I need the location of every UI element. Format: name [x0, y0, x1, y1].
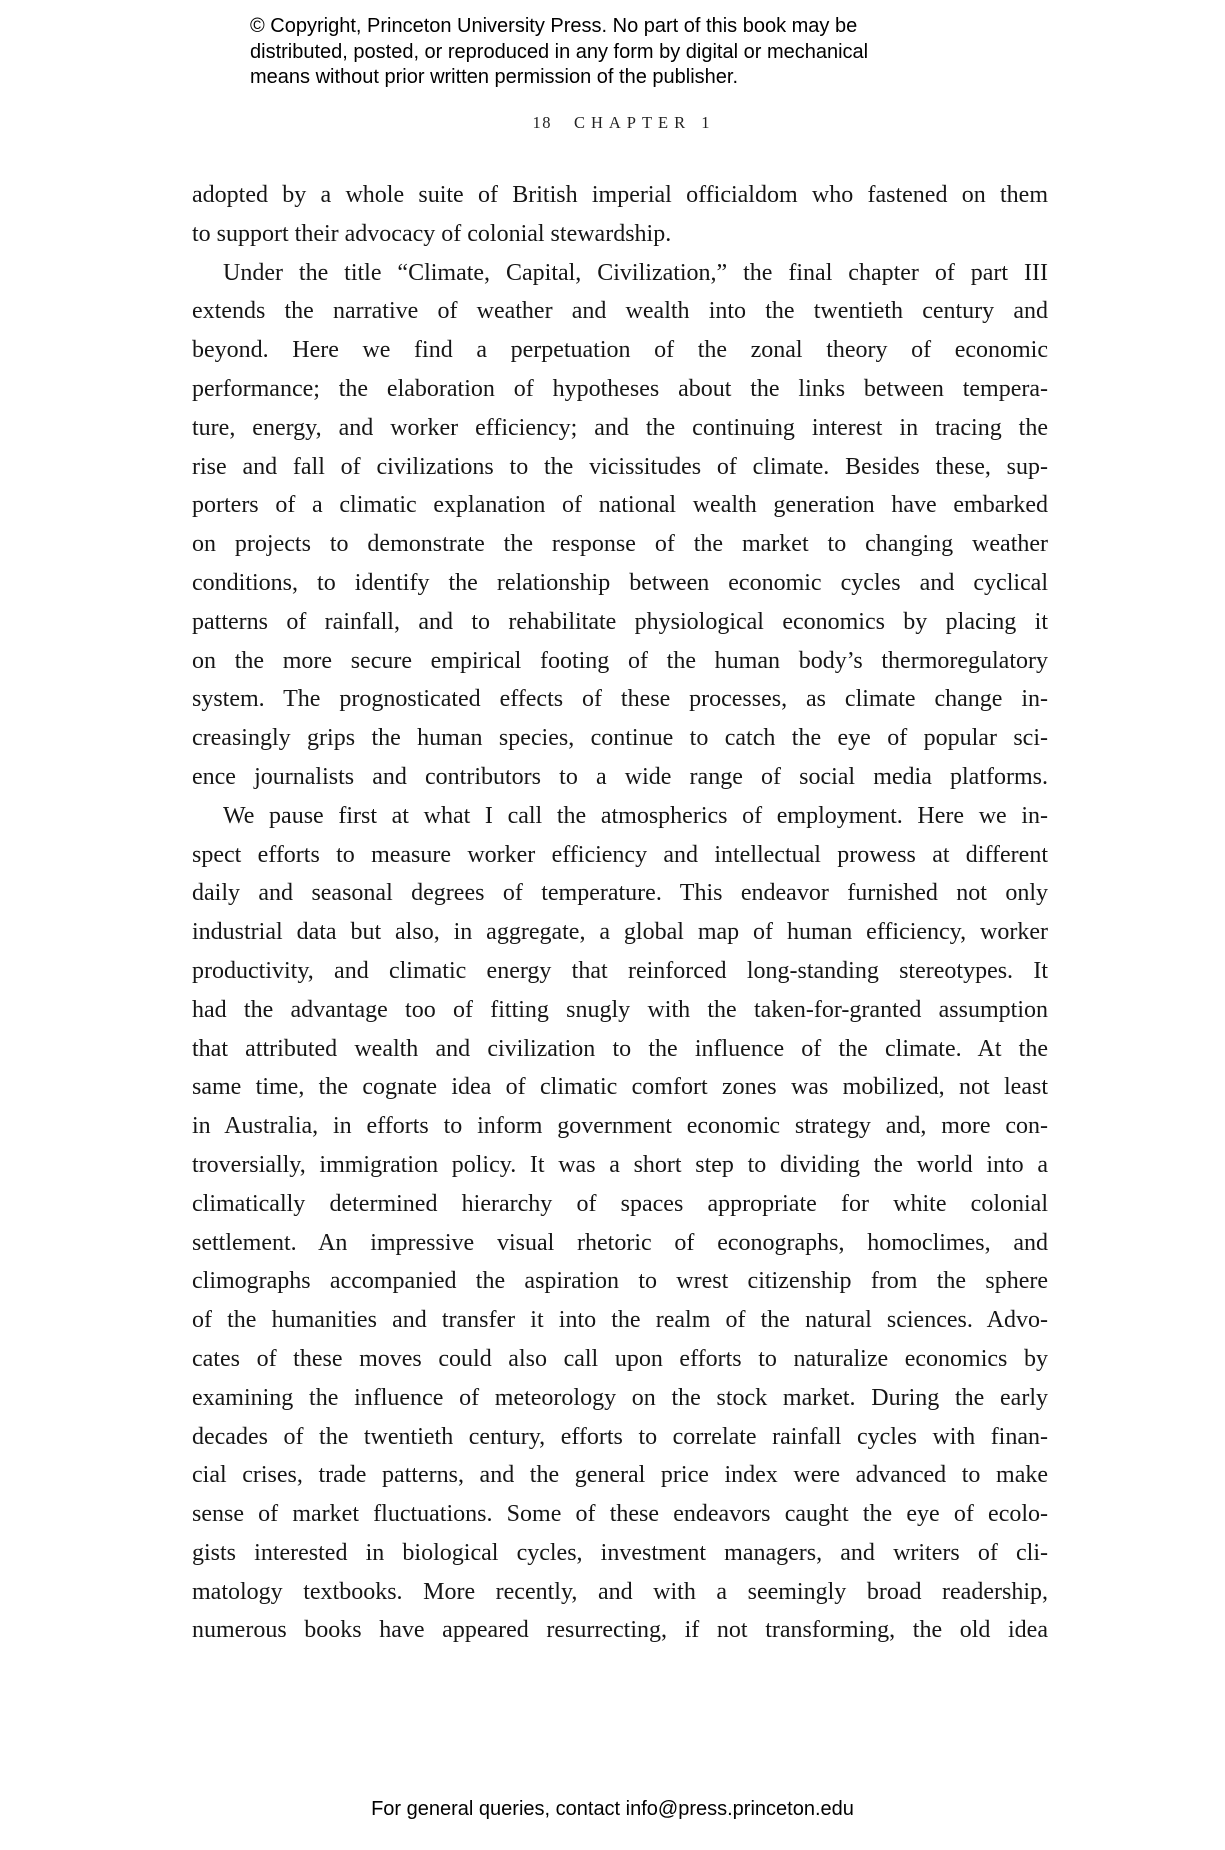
footer-contact-text: For general queries, contact info@press.princeton.edu: [371, 1798, 854, 1820]
chapter-label: CHAPTER 1: [573, 113, 716, 132]
body-line: to support their advocacy of colonial stewardship.: [192, 220, 672, 247]
body-line: beyond. Here we find a perpetuation of the zonal theory of economic: [192, 337, 1048, 364]
copyright-notice: [250, 14, 1010, 91]
body-line: matology textbooks. More recently, and with a seemingly broad readership,: [192, 1578, 1048, 1605]
body-line: climographs accompanied the aspiration to wrest citizenship from the sphere: [192, 1268, 1048, 1295]
body-line: ture, energy, and worker efficiency; and the continuing interest in tracing the: [192, 414, 1048, 441]
body-line: industrial data but also, in aggregate, a global map of human efficiency, worker: [192, 919, 1048, 946]
body-line: daily and seasonal degrees of temperature. This endeavor furnished not only: [192, 880, 1048, 907]
body-line: of the humanities and transfer it into the realm of the natural sciences. Advo-: [192, 1307, 1048, 1334]
body-line: cial crises, trade patterns, and the general price index were advanced to make: [192, 1462, 1048, 1489]
body-line: cates of these moves could also call upon efforts to naturalize economics by: [192, 1345, 1048, 1372]
body-line: system. The prognosticated effects of these processes, as climate change in-: [192, 686, 1048, 713]
paragraph: [192, 254, 1048, 797]
paragraph: [192, 797, 1048, 1651]
body-line: extends the narrative of weather and wealth into the twentieth century and: [192, 298, 1048, 325]
body-line: sense of market fluctuations. Some of these endeavors caught the eye of ecolo-: [192, 1501, 1048, 1528]
body-line: We pause first at what I call the atmospherics of employment. Here we in-: [223, 802, 1048, 829]
body-line: performance; the elaboration of hypotheses about the links between tempera-: [192, 375, 1048, 402]
body-line: productivity, and climatic energy that reinforced long-standing stereotypes. It: [192, 957, 1048, 984]
body-line: porters of a climatic explanation of national wealth generation have embarked: [192, 492, 1048, 519]
body-line: rise and fall of civilizations to the vicissitudes of climate. Besides these, sup-: [192, 453, 1048, 480]
body-line: same time, the cognate idea of climatic comfort zones was mobilized, not least: [192, 1074, 1048, 1101]
page-number: 18: [532, 113, 552, 132]
body-line: on the more secure empirical footing of the human body’s thermoregulatory: [192, 647, 1048, 674]
body-line: patterns of rainfall, and to rehabilitate physiological economics by placing it: [192, 608, 1048, 635]
body-line: had the advantage too of fitting snugly with the taken-for-granted assumption: [192, 996, 1048, 1023]
running-head: [192, 113, 1056, 133]
body-line: spect efforts to measure worker efficiency and intellectual prowess at different: [192, 841, 1048, 868]
body-line: adopted by a whole suite of British imperial officialdom who fastened on them: [192, 182, 1048, 208]
body-line: conditions, to identify the relationship between economic cycles and cyclical: [192, 569, 1048, 596]
body-line: ence journalists and contributors to a wide range of social media platforms.: [192, 763, 1048, 790]
body-line: examining the influence of meteorology on the stock market. During the early: [192, 1384, 1048, 1411]
body-line: numerous books have appeared resurrecting, if not transforming, the old idea: [192, 1617, 1048, 1644]
copyright-line: distributed, posted, or reproduced in any form by digital or mechanical: [250, 40, 869, 63]
body-line: settlement. An impressive visual rhetoric of econographs, homoclimes, and: [192, 1229, 1048, 1256]
body-line: Under the title “Climate, Capital, Civilization,” the final chapter of part III: [223, 259, 1048, 286]
body-line: creasingly grips the human species, continue to catch the eye of popular sci-: [192, 725, 1048, 752]
copyright-line: © Copyright, Princeton University Press. No part of this book may be: [250, 15, 858, 37]
body-line: decades of the twentieth century, efforts to correlate rainfall cycles with finan-: [192, 1423, 1048, 1450]
body-text: [192, 176, 1048, 1650]
body-line: that attributed wealth and civilization to the influence of the climate. At the: [192, 1035, 1048, 1062]
paragraph: [192, 176, 1048, 254]
body-line: climatically determined hierarchy of spaces appropriate for white colonial: [192, 1190, 1048, 1217]
body-line: on projects to demonstrate the response of the market to changing weather: [192, 531, 1048, 558]
body-line: troversially, immigration policy. It was a short step to dividing the world into a: [192, 1151, 1048, 1178]
body-line: in Australia, in efforts to inform government economic strategy and, more con-: [192, 1113, 1048, 1140]
copyright-line: means without prior written permission of the publisher.: [250, 66, 739, 88]
body-line: gists interested in biological cycles, investment managers, and writers of cli-: [192, 1539, 1048, 1566]
